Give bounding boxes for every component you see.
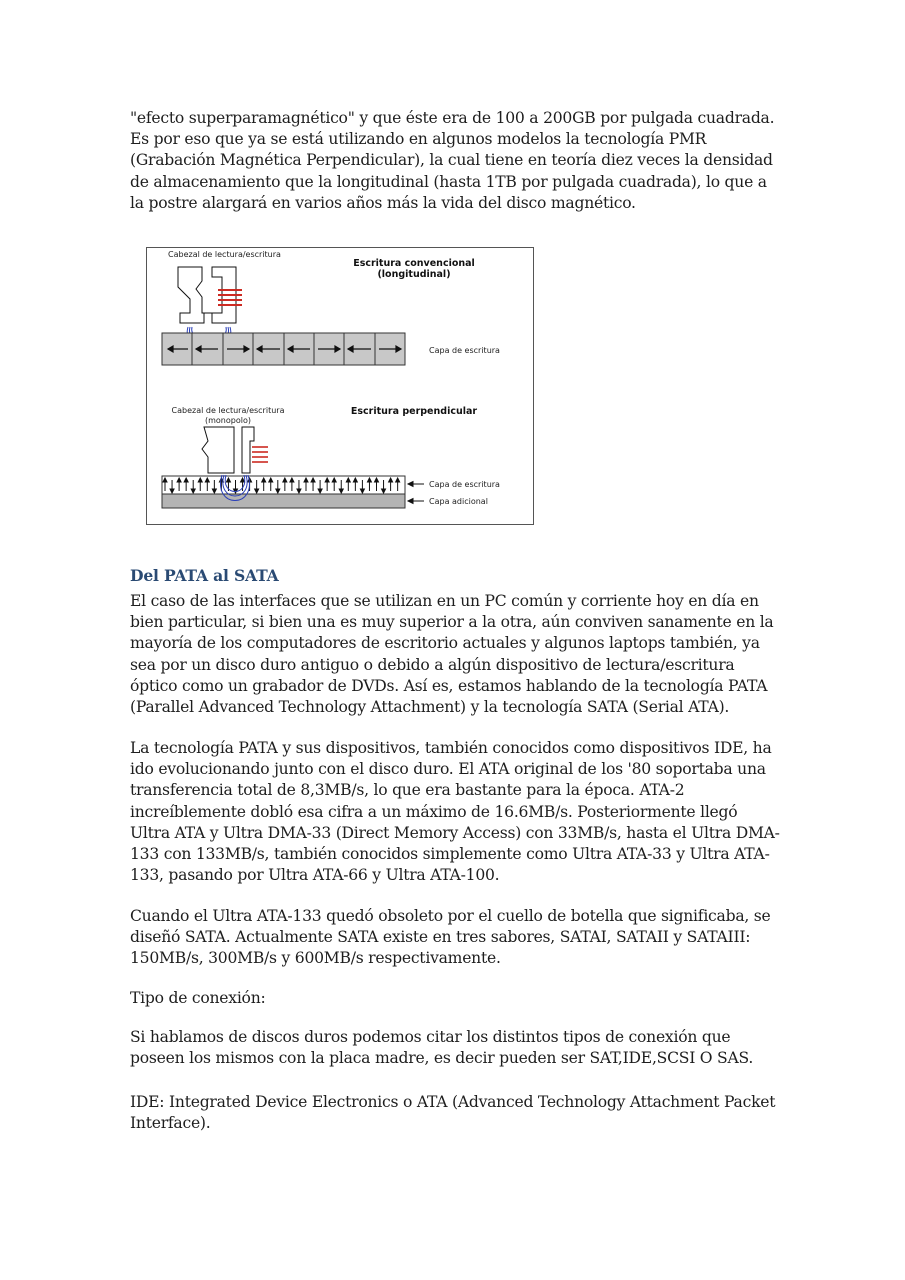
paragraph-ide: IDE: Integrated Device Electronics o ATA (Advanced Technology Attachment Packet Interface). (130, 1093, 776, 1133)
paragraph-connection-type: Tipo de conexión: (130, 989, 266, 1007)
bottom-title: Escritura perpendicular (350, 406, 478, 417)
paragraph-interfaces: El caso de las interfaces que se utilizan en un PC común y corriente hoy en día en bien particular, si bien una es muy superior a la otra, aún conviven sanamente en la mayoría de los computadores de escritorio actuales y algunos laptops también, ya sea por un disco duro antiguo o debido a algún dispositivo de lectura/escritura óptico como un grabador de DVDs. Así es, estamos hablando de la tecnología PATA (Parallel Advanced Technology Attachment) y la tecnología SATA (Serial ATA). (130, 592, 774, 717)
intro-paragraph: "efecto superparamagnético" y que éste era de 100 a 200GB por pulgada cuadrada. Es por eso que ya se está utilizando en algunos modelos la tecnología PMR (Grabación Magnética Perpendicular), la cual tiene en teoría diez veces la densidad de almacenamiento que la longitudinal (hasta 1TB por pulgada cuadrada), lo que a la postre alargará en varios años más la vida del disco magnético. (130, 109, 775, 212)
bottom-extra-layer (162, 494, 405, 508)
top-head-label: Cabezal de lectura/escritura (168, 250, 281, 259)
bottom-layer-label: Capa de escritura (429, 480, 500, 489)
monopole-head (202, 427, 254, 473)
section-heading: Del PATA al SATA (130, 566, 279, 585)
paragraph-sata: Cuando el Ultra ATA-133 quedó obsoleto por el cuello de botella que significaba, se diseñó SATA. Actualmente SATA existe en tres sabores, SATAI, SATAII y SATAIII: 150MB/s, 300MB/s y 600MB/s respectivamente. (130, 907, 771, 968)
bottom-head-label-line2: (monopolo) (205, 416, 251, 425)
bottom-extra-layer-label: Capa adicional (429, 497, 488, 506)
top-title-line1: Escritura convencional (353, 258, 475, 269)
bottom-head-label-line1: Cabezal de lectura/escritura (171, 406, 285, 415)
paragraph-pata: La tecnología PATA y sus dispositivos, también conocidos como dispositivos IDE, ha ido evolucionando junto con el disco duro. El ATA original de los '80 soportaba una transferencia total de 8,3MB/s, lo que era bastante para la época. ATA-2 increíblemente dobló esa cifra a un máximo de 16.6MB/s. Posteriormente llegó Ultra ATA y Ultra DMA-33 (Direct Memory Access) con 33MB/s, hasta el Ultra DMA-133 con 133MB/s, también conocidos simplemente como Ultra ATA-33 y Ultra ATA-133, pasando por Ultra ATA-66 y Ultra ATA-100. (130, 739, 780, 885)
bottom-recording-layer (162, 476, 405, 494)
recording-diagram-figure (146, 247, 534, 525)
top-title-line2: (longitudinal) (377, 269, 451, 280)
top-recording-layer (162, 333, 405, 365)
recording-diagram (146, 247, 534, 525)
top-layer-label: Capa de escritura (429, 346, 500, 355)
paragraph-disk-connections: Si hablamos de discos duros podemos citar los distintos tipos de conexión que poseen los mismos con la placa madre, es decir pueden ser SAT,IDE,SCSI O SAS. (130, 1028, 754, 1068)
